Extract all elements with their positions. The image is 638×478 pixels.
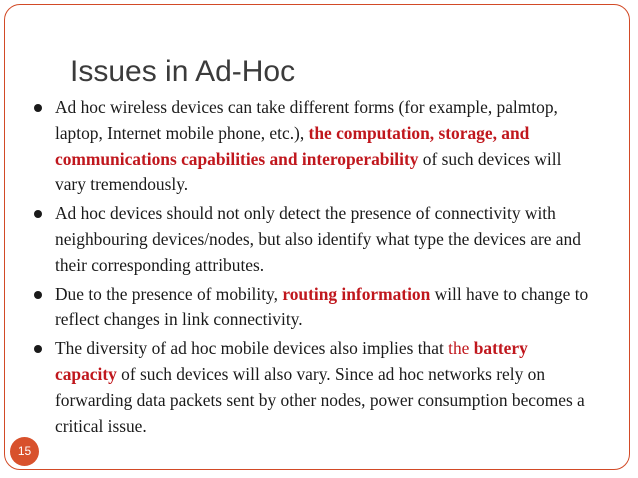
bullet-text: Ad hoc devices should not only detect the presence of connectivity with neighbouring devices/nodes, but also identify what type the devices are and their corresponding attributes. (55, 203, 581, 275)
bullet-item-forms (32, 95, 592, 198)
highlight-the: the (448, 338, 474, 359)
bullet-text: of such devices will vary tremendously. (55, 148, 562, 195)
bullet-text: will have to change to reflect changes in link connectivity. (55, 283, 589, 330)
highlight-capabilities: the computation, storage, and communications capabilities and interoperability (55, 122, 530, 169)
bullet-item-mobility (32, 282, 592, 334)
highlight-battery: battery capacity (55, 338, 528, 384)
bullet-dot-icon (34, 291, 42, 299)
bullet-dot-icon (34, 210, 42, 218)
bullet-item-diversity (32, 336, 592, 439)
bullet-list (32, 95, 592, 442)
bullet-text: of such devices will also vary. Since ad hoc networks rely on forwarding data packets sent by other nodes, power consumption becomes a critical issue. (55, 363, 585, 436)
slide-number-badge: 15 (10, 437, 39, 466)
bullet-item-detection (32, 201, 592, 278)
bullet-text: Ad hoc wireless devices can take different forms (for example, palmtop, laptop, Internet mobile phone, etc.), (55, 97, 558, 143)
bullet-text: Due to the presence of mobility, (55, 283, 283, 304)
bullet-dot-icon (34, 104, 42, 112)
highlight-routing: routing information (282, 283, 431, 304)
slide-title: Issues in Ad-Hoc (70, 55, 296, 88)
bullet-text: The diversity of ad hoc mobile devices also implies that (55, 338, 449, 359)
bullet-dot-icon (34, 345, 42, 353)
